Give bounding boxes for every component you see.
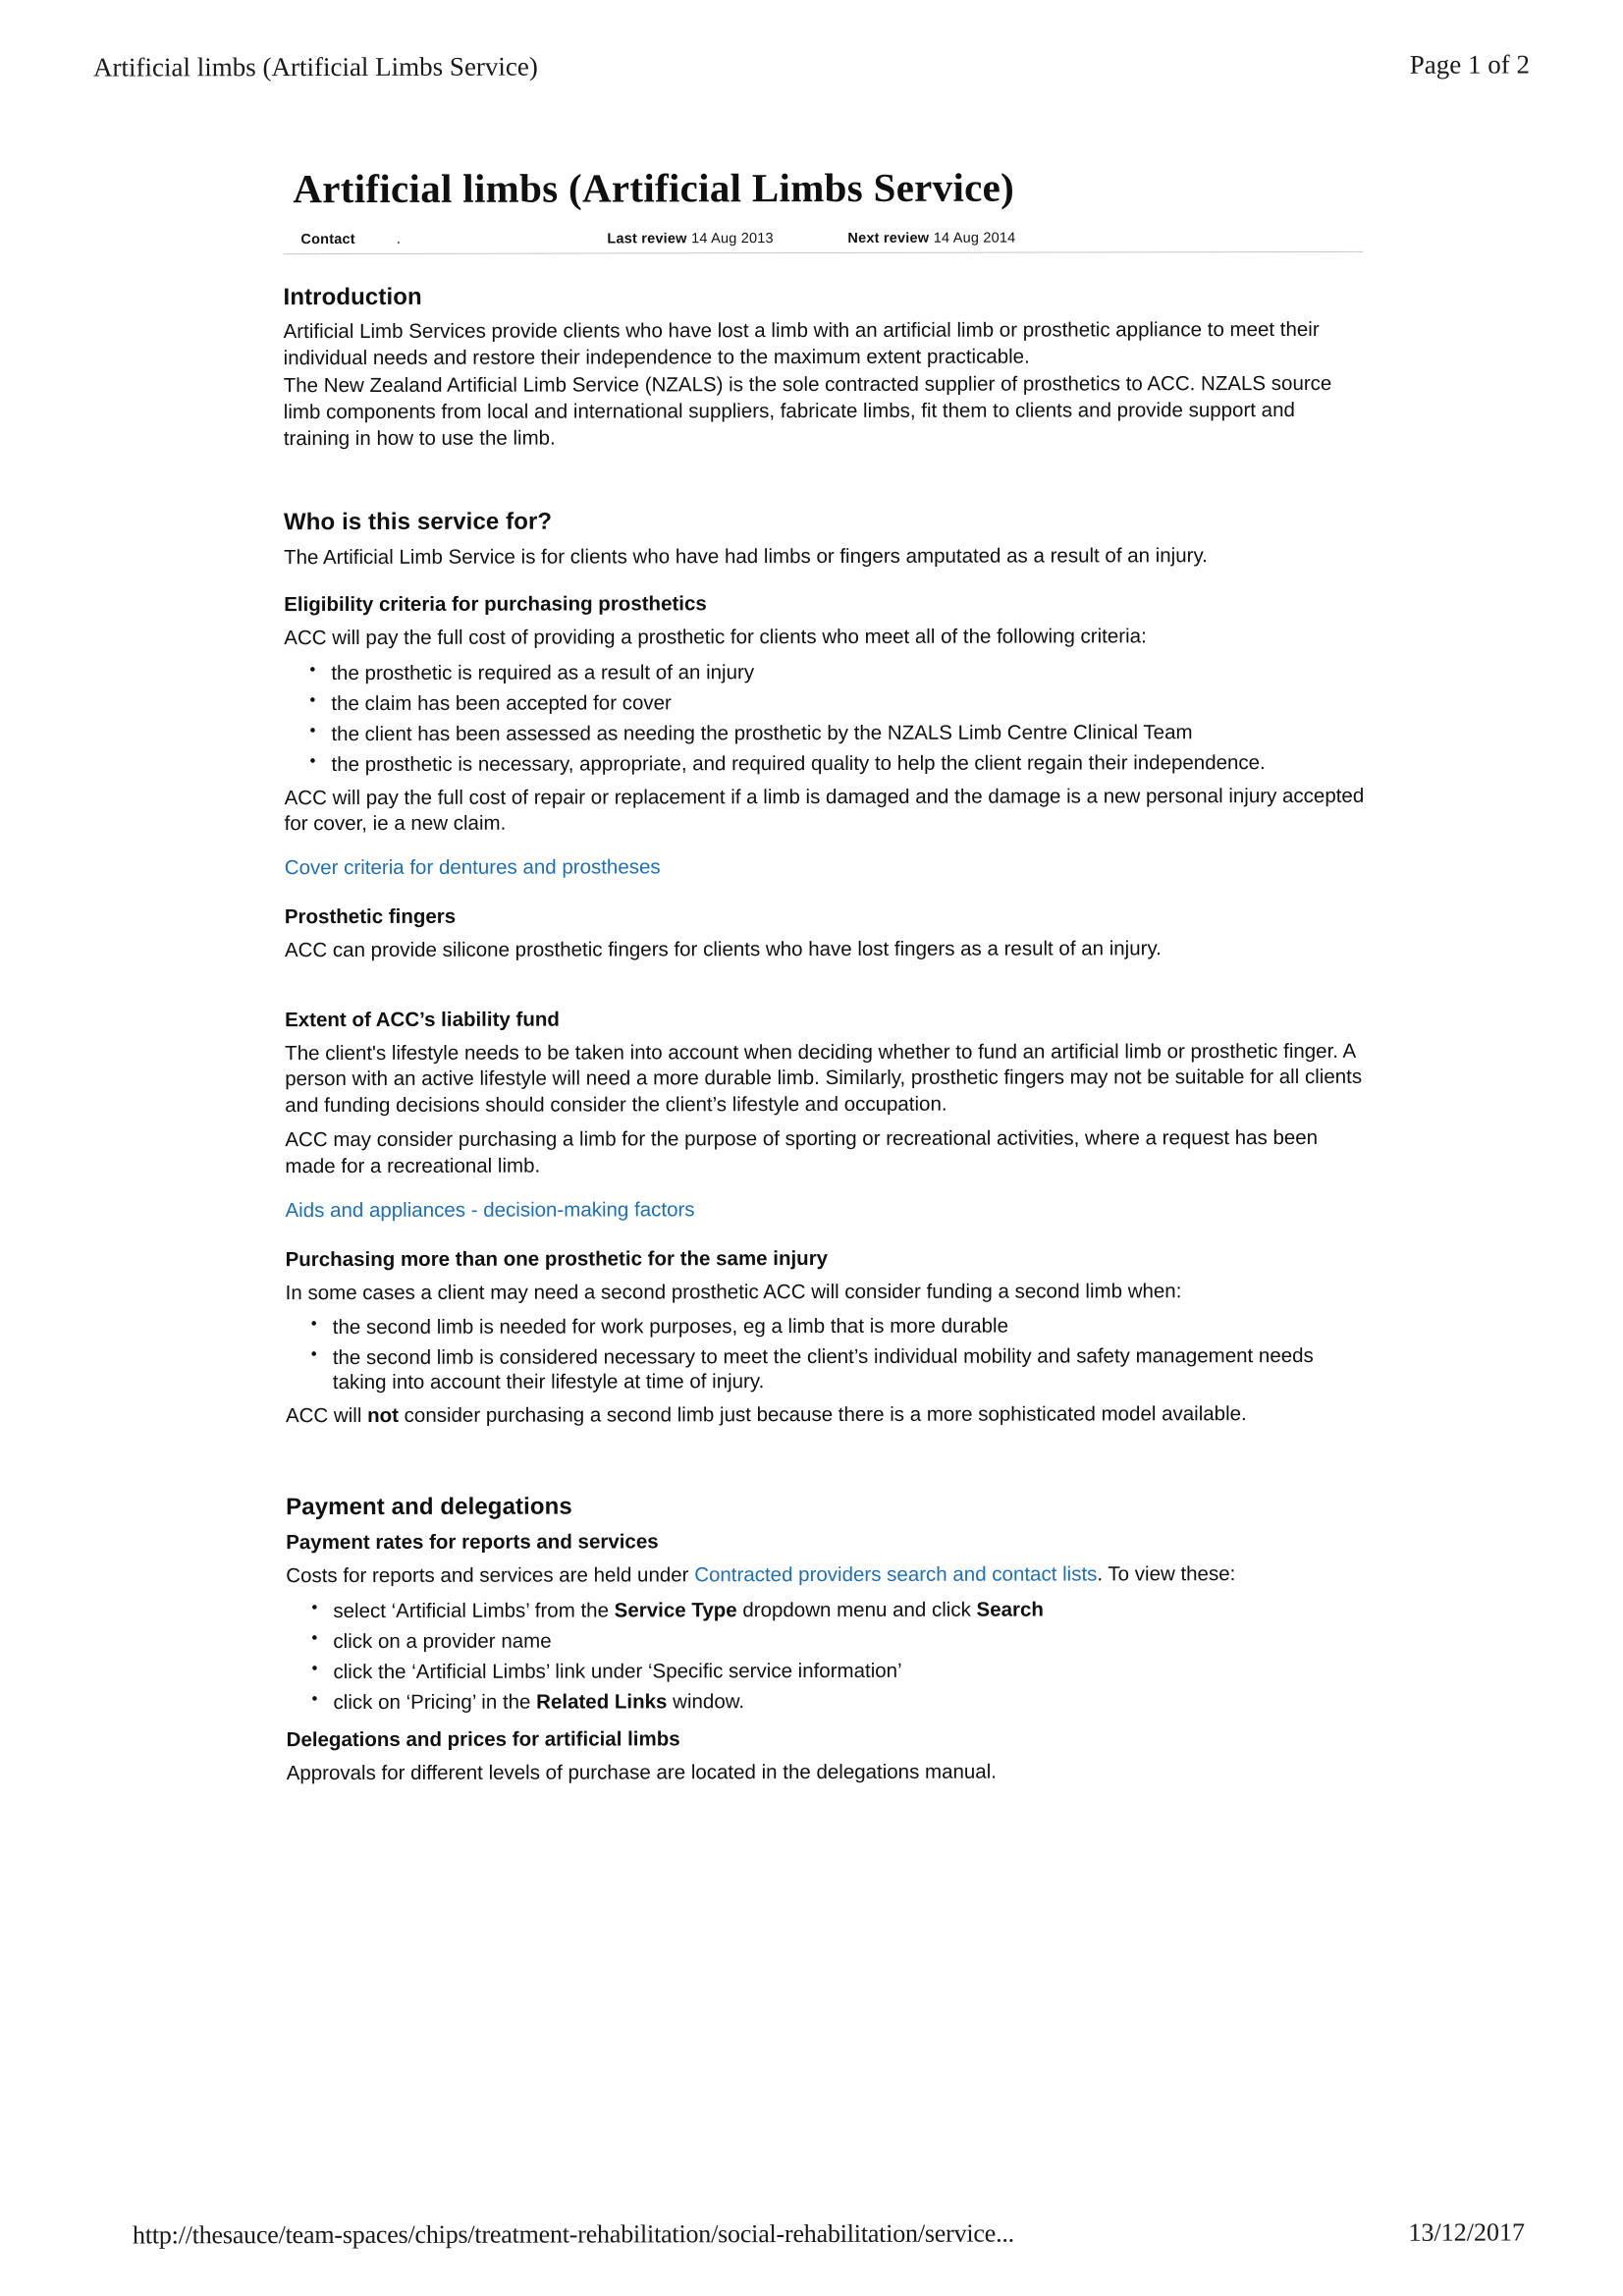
- eligibility-intro: ACC will pay the full cost of providing a prosthetic for clients who meet all of the following criteria:: [284, 625, 1147, 650]
- prosthetic-fingers-paragraph: ACC can provide silicone prosthetic fingers for clients who have lost fingers as a result of an injury.: [284, 937, 1162, 962]
- eligibility-list: [284, 658, 1364, 776]
- document-meta-row: [283, 218, 1363, 254]
- second-limb-closing-paragraph: [286, 1401, 1366, 1430]
- subheading-delegations-and-prices: Delegations and prices for artificial limbs: [286, 1726, 680, 1751]
- liability-paragraph-2: ACC may consider purchasing a limb for the purpose of sporting or recreational activities, where a request has been made for a recreational limb.: [285, 1126, 1319, 1178]
- section-heading-who-is-this-service-for: Who is this service for?: [283, 508, 553, 536]
- meta-last-review-label: Last review: [607, 231, 687, 247]
- section-heading-introduction: Introduction: [283, 283, 422, 311]
- list-item: [330, 1688, 1367, 1715]
- list-item: • the client has been assessed as needing the prosthetic by the NZALS Limb Centre Clinical Team: [327, 719, 1364, 745]
- meta-last-review: [607, 230, 773, 247]
- subheading-prosthetic-fingers: Prosthetic fingers: [284, 904, 457, 929]
- document-content: [283, 164, 1366, 1796]
- meta-next-review-value: 14 Aug 2014: [933, 230, 1016, 246]
- list-item: [329, 1627, 1366, 1654]
- print-footer-date: 13/12/2017: [1408, 2217, 1526, 2247]
- list-item-mid: window.: [667, 1689, 745, 1714]
- subheading-purchasing-more-than-one-prosthetic: Purchasing more than one prosthetic for the same injury: [285, 1246, 829, 1271]
- payment-rates-list: [286, 1597, 1366, 1715]
- closing-text-pre: ACC will: [285, 1404, 368, 1428]
- print-header: [0, 49, 1623, 82]
- meta-next-review-label: Next review: [847, 230, 930, 247]
- link-cover-criteria-dentures-prostheses[interactable]: Cover criteria for dentures and prostheses: [284, 855, 661, 880]
- repair-replacement-paragraph: ACC will pay the full cost of repair or replacement if a limb is damaged and the damage is a new personal injury accepted for cover, ie a new claim.: [284, 784, 1365, 836]
- payment-rates-paragraph: [286, 1561, 1366, 1590]
- meta-contact: [300, 231, 401, 248]
- section-heading-payment-and-delegations: Payment and delegations: [286, 1493, 572, 1521]
- print-header-title: Artificial limbs (Artificial Limbs Service): [92, 51, 538, 82]
- more-than-one-intro: In some cases a client may need a second prosthetic ACC will consider funding a second limb when:: [285, 1279, 1182, 1304]
- closing-text-post: consider purchasing a second limb just because there is a more sophisticated model available.: [398, 1402, 1247, 1428]
- print-footer-url: http://thesauce/team-spaces/chips/treatment-rehabilitation/social-rehabilitation/service...: [132, 2218, 1014, 2250]
- list-item: • the second limb is needed for work purposes, eg a limb that is more durable: [329, 1313, 1366, 1339]
- intro-paragraph-2: The New Zealand Artificial Limb Service (NZALS) is the sole contracted supplier of prosthetics to ACC. NZALS source limb components from local and international suppliers, fabricate limbs, fit them to clients and provide support and training in how to use the limb.: [283, 372, 1332, 450]
- meta-last-review-value: 14 Aug 2013: [691, 231, 774, 247]
- who-for-paragraph: The Artificial Limb Service is for clients who have had limbs or fingers amputated as a result of an injury.: [284, 544, 1208, 570]
- link-contracted-providers-search[interactable]: Contracted providers search and contact lists: [694, 1562, 1098, 1587]
- closing-text-bold: not: [367, 1404, 399, 1428]
- liability-paragraph-1: The client's lifestyle needs to be taken into account when deciding whether to fund an artificial limb or prosthetic finger. A person with an active lifestyle will need a more durable limb. Similarly, prosthetic fingers may not be suitable for all clients and funding decisions should consider the client’s lifestyle and occupation.: [285, 1039, 1363, 1117]
- list-item-bold-1: Related Links: [536, 1690, 668, 1714]
- print-footer: [0, 2217, 1623, 2250]
- page-title: Artificial limbs (Artificial Limbs Service): [293, 164, 1015, 212]
- subheading-eligibility-criteria: Eligibility criteria for purchasing prosthetics: [284, 592, 707, 617]
- more-than-one-list: [286, 1313, 1366, 1394]
- print-header-page-number: Page 1 of 2: [1409, 49, 1531, 80]
- list-item-pre: select ‘Artificial Limbs’ from the: [333, 1599, 615, 1622]
- meta-contact-label: Contact: [300, 232, 355, 248]
- list-item-bold-1: Service Type: [614, 1598, 737, 1622]
- meta-contact-value: .: [396, 231, 402, 248]
- subheading-extent-of-liability-fund: Extent of ACC’s liability fund: [285, 1008, 560, 1031]
- payment-rates-pre: Costs for reports and services are held under: [286, 1563, 695, 1588]
- list-item: • the prosthetic is required as a result of an injury: [327, 658, 1364, 684]
- meta-next-review: [847, 230, 1015, 247]
- delegations-paragraph: Approvals for different levels of purchase are located in the delegations manual.: [286, 1760, 997, 1784]
- list-item: • the prosthetic is necessary, appropriate, and required quality to help the client regain their independence.: [328, 749, 1365, 776]
- list-item: • the second limb is considered necessary to meet the client’s individual mobility and safety management needs taking into account their lifestyle at time of injury.: [329, 1343, 1366, 1394]
- list-item-pre: click on a provider name: [333, 1629, 552, 1653]
- list-item: • the claim has been accepted for cover: [327, 688, 1364, 715]
- list-item-pre: click the ‘Artificial Limbs’ link under ‘Specific service information’: [333, 1659, 902, 1683]
- intro-paragraph-1: Artificial Limb Services provide clients who have lost a limb with an artificial limb or prosthetic appliance to meet their individual needs and restore their independence to the maximum extent practicable.: [283, 318, 1320, 369]
- list-item-bold-2: Search: [976, 1598, 1044, 1621]
- subheading-payment-rates: Payment rates for reports and services: [286, 1530, 659, 1555]
- link-aids-and-appliances-decision-making-factors[interactable]: Aids and appliances - decision-making factors: [285, 1198, 695, 1222]
- list-item-pre: click on ‘Pricing’ in the: [333, 1690, 537, 1714]
- list-item-mid: dropdown menu and click: [736, 1598, 977, 1621]
- list-item: [329, 1658, 1366, 1684]
- list-item: [329, 1597, 1366, 1623]
- payment-rates-post: . To view these:: [1097, 1562, 1236, 1586]
